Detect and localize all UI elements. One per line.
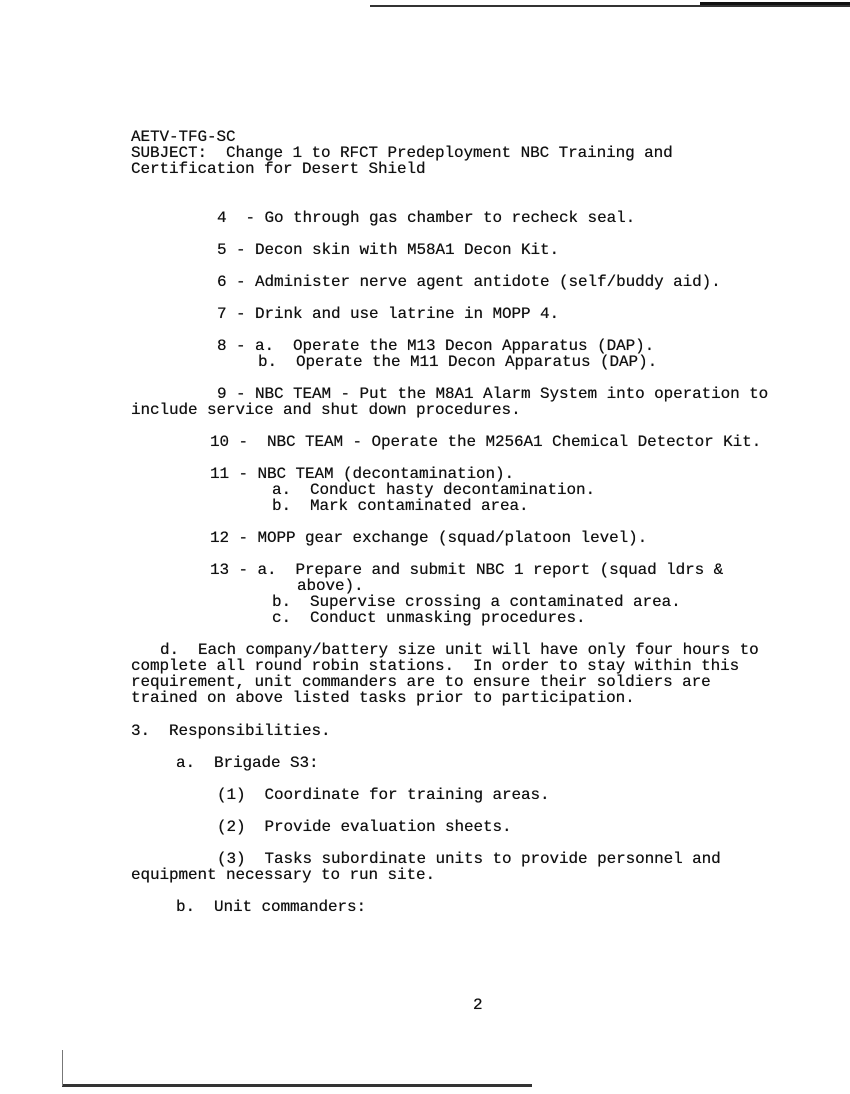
paragraph-d: trained on above listed tasks prior to participation. xyxy=(131,689,635,707)
page-number: 2 xyxy=(473,996,483,1014)
subsection-heading: b. Unit commanders: xyxy=(176,898,367,916)
task-subitem: c. Conduct unmasking procedures. xyxy=(272,609,586,627)
task-item-continuation: include service and shut down procedures. xyxy=(131,401,521,419)
subject-line: SUBJECT: Change 1 to RFCT Predeployment NBC Training and xyxy=(131,144,673,162)
scan-artifact-left-mark xyxy=(62,1050,63,1086)
paragraph-d: d. Each company/battery size unit will have only four hours to xyxy=(160,641,759,659)
task-item: 4 - Go through gas chamber to recheck seal. xyxy=(217,209,636,227)
responsibility-item: (1) Coordinate for training areas. xyxy=(217,786,550,804)
task-item: 9 - NBC TEAM - Put the M8A1 Alarm System into operation to xyxy=(217,385,769,403)
section-heading: 3. Responsibilities. xyxy=(131,722,331,740)
scan-artifact-top-line-right xyxy=(700,2,850,5)
task-subitem: b. Operate the M11 Decon Apparatus (DAP). xyxy=(258,353,658,371)
responsibility-item-continuation: equipment necessary to run site. xyxy=(131,866,436,884)
task-item: 5 - Decon skin with M58A1 Decon Kit. xyxy=(217,241,560,259)
responsibility-item: (2) Provide evaluation sheets. xyxy=(217,818,512,836)
task-subitem: b. Mark contaminated area. xyxy=(272,497,529,515)
scan-artifact-bottom-line xyxy=(62,1084,532,1087)
task-item: 12 - MOPP gear exchange (squad/platoon level). xyxy=(210,529,648,547)
task-subitem: a. Conduct hasty decontamination. xyxy=(272,481,596,499)
task-item: 6 - Administer nerve agent antidote (self/buddy aid). xyxy=(217,273,721,291)
task-item: 13 - a. Prepare and submit NBC 1 report (squad ldrs & xyxy=(210,561,724,579)
subject-line: Certification for Desert Shield xyxy=(131,160,426,178)
office-symbol: AETV-TFG-SC xyxy=(131,128,236,146)
task-item: 11 - NBC TEAM (decontamination). xyxy=(210,465,515,483)
task-subitem: b. Supervise crossing a contaminated area. xyxy=(272,593,681,611)
task-item: 7 - Drink and use latrine in MOPP 4. xyxy=(217,305,560,323)
scan-artifact-top-line xyxy=(370,5,850,7)
responsibility-item: (3) Tasks subordinate units to provide personnel and xyxy=(217,850,721,868)
task-item: 10 - NBC TEAM - Operate the M256A1 Chemical Detector Kit. xyxy=(210,433,762,451)
task-item-continuation: above). xyxy=(297,577,364,595)
task-item: 8 - a. Operate the M13 Decon Apparatus (DAP). xyxy=(217,337,655,355)
subsection-heading: a. Brigade S3: xyxy=(176,754,319,772)
paragraph-d: complete all round robin stations. In order to stay within this xyxy=(131,657,740,675)
paragraph-d: requirement, unit commanders are to ensure their soldiers are xyxy=(131,673,711,691)
